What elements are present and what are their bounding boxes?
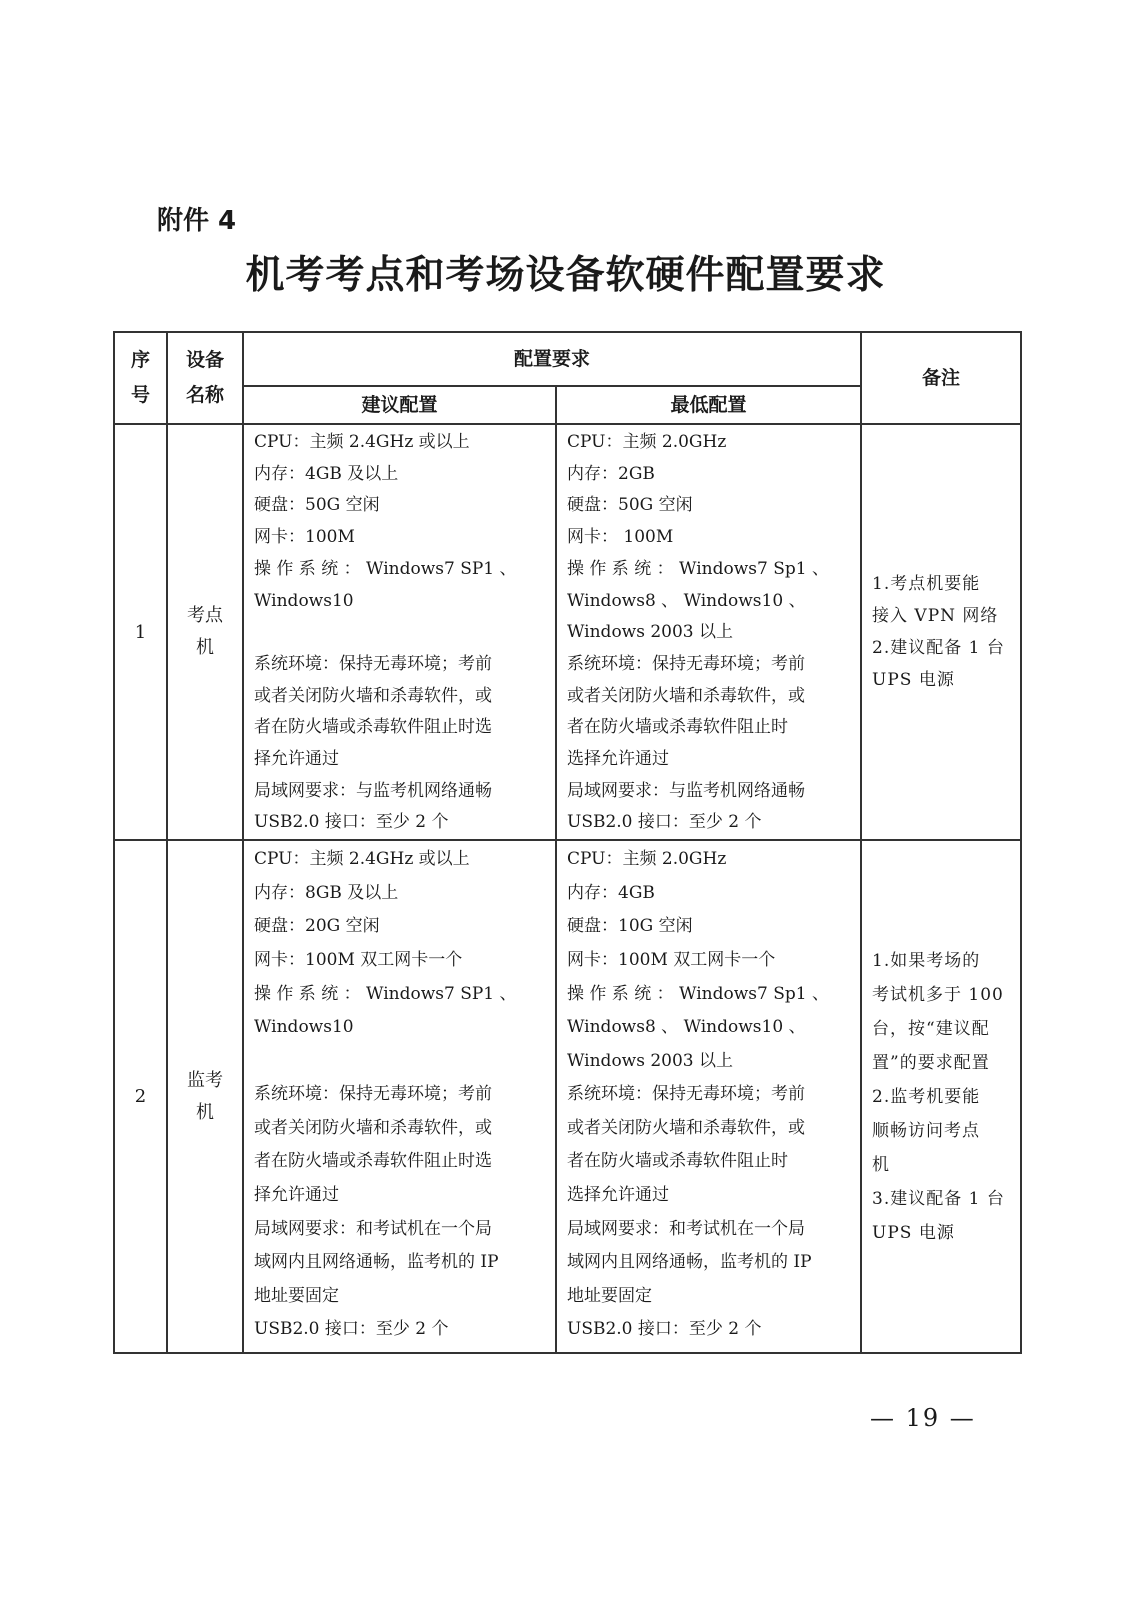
table-row	[114, 424, 1021, 840]
row-seq: 1	[114, 424, 167, 840]
recommended-config: CPU：主频 2.4GHz 或以上 内存：8GB 及以上 硬盘：20G 空闲 网卡：100M 双工网卡一个 操 作 系 统 ： Windows7 SP1 、 Windows10 系统环境：保持无毒环境；考前 或者关闭防火墙和杀毒软件，或 者在防火墙或杀毒软件阻止时选 择允许通过 局域网要求：和考试机在一个局 域网内且网络通畅，监考机的 IP 地址要固定 USB2.0 接口：至少 2 个	[243, 840, 556, 1353]
header-device-name: 设备 名称	[167, 332, 243, 424]
row-device-name: 考点 机	[167, 424, 243, 840]
attachment-label: 附件 4	[157, 206, 237, 236]
minimum-config: CPU：主频 2.0GHz 内存：4GB 硬盘：10G 空闲 网卡：100M 双工网卡一个 操 作 系 统 ： Windows7 Sp1 、 Windows8 、 Windows10 、 Windows 2003 以上 系统环境：保持无毒环境；考前 或者关闭防火墙和杀毒软件，或 者在防火墙或杀毒软件阻止时 选择允许通过 局域网要求：和考试机在一个局 域网内且网络通畅，监考机的 IP 地址要固定 USB2.0 接口：至少 2 个	[556, 840, 861, 1353]
page-number: — 19 —	[870, 1404, 976, 1432]
row-seq: 2	[114, 840, 167, 1353]
header-config: 配置要求	[243, 332, 861, 386]
minimum-config: CPU：主频 2.0GHz 内存：2GB 硬盘：50G 空闲 网卡： 100M 操 作 系 统 ： Windows7 Sp1 、 Windows8 、 Windows10 、 Windows 2003 以上 系统环境：保持无毒环境；考前 或者关闭防火墙和杀毒软件，或 者在防火墙或杀毒软件阻止时 选择允许通过 局域网要求：与监考机网络通畅 USB2.0 接口：至少 2 个	[556, 424, 861, 840]
header-seq: 序 号	[114, 332, 167, 424]
remarks-cell: 1.考点机要能 接入 VPN 网络 2.建议配备 1 台 UPS 电源	[861, 424, 1021, 840]
config-table	[113, 331, 1022, 1354]
recommended-config: CPU：主频 2.4GHz 或以上 内存：4GB 及以上 硬盘：50G 空闲 网卡：100M 操 作 系 统 ： Windows7 SP1 、 Windows10 系统环境：保持无毒环境；考前 或者关闭防火墙和杀毒软件，或 者在防火墙或杀毒软件阻止时选 择允许通过 局域网要求：与监考机网络通畅 USB2.0 接口：至少 2 个	[243, 424, 556, 840]
remarks-cell: 1.如果考场的 考试机多于 100 台，按“建议配 置”的要求配置 2.监考机要能 顺畅访问考点 机 3.建议配备 1 台 UPS 电源	[861, 840, 1021, 1353]
document-title: 机考考点和考场设备软硬件配置要求	[245, 252, 886, 298]
header-recommended: 建议配置	[243, 386, 556, 424]
header-minimum: 最低配置	[556, 386, 861, 424]
row-device-name: 监考 机	[167, 840, 243, 1353]
table-row	[114, 840, 1021, 1353]
header-remarks: 备注	[861, 332, 1021, 424]
